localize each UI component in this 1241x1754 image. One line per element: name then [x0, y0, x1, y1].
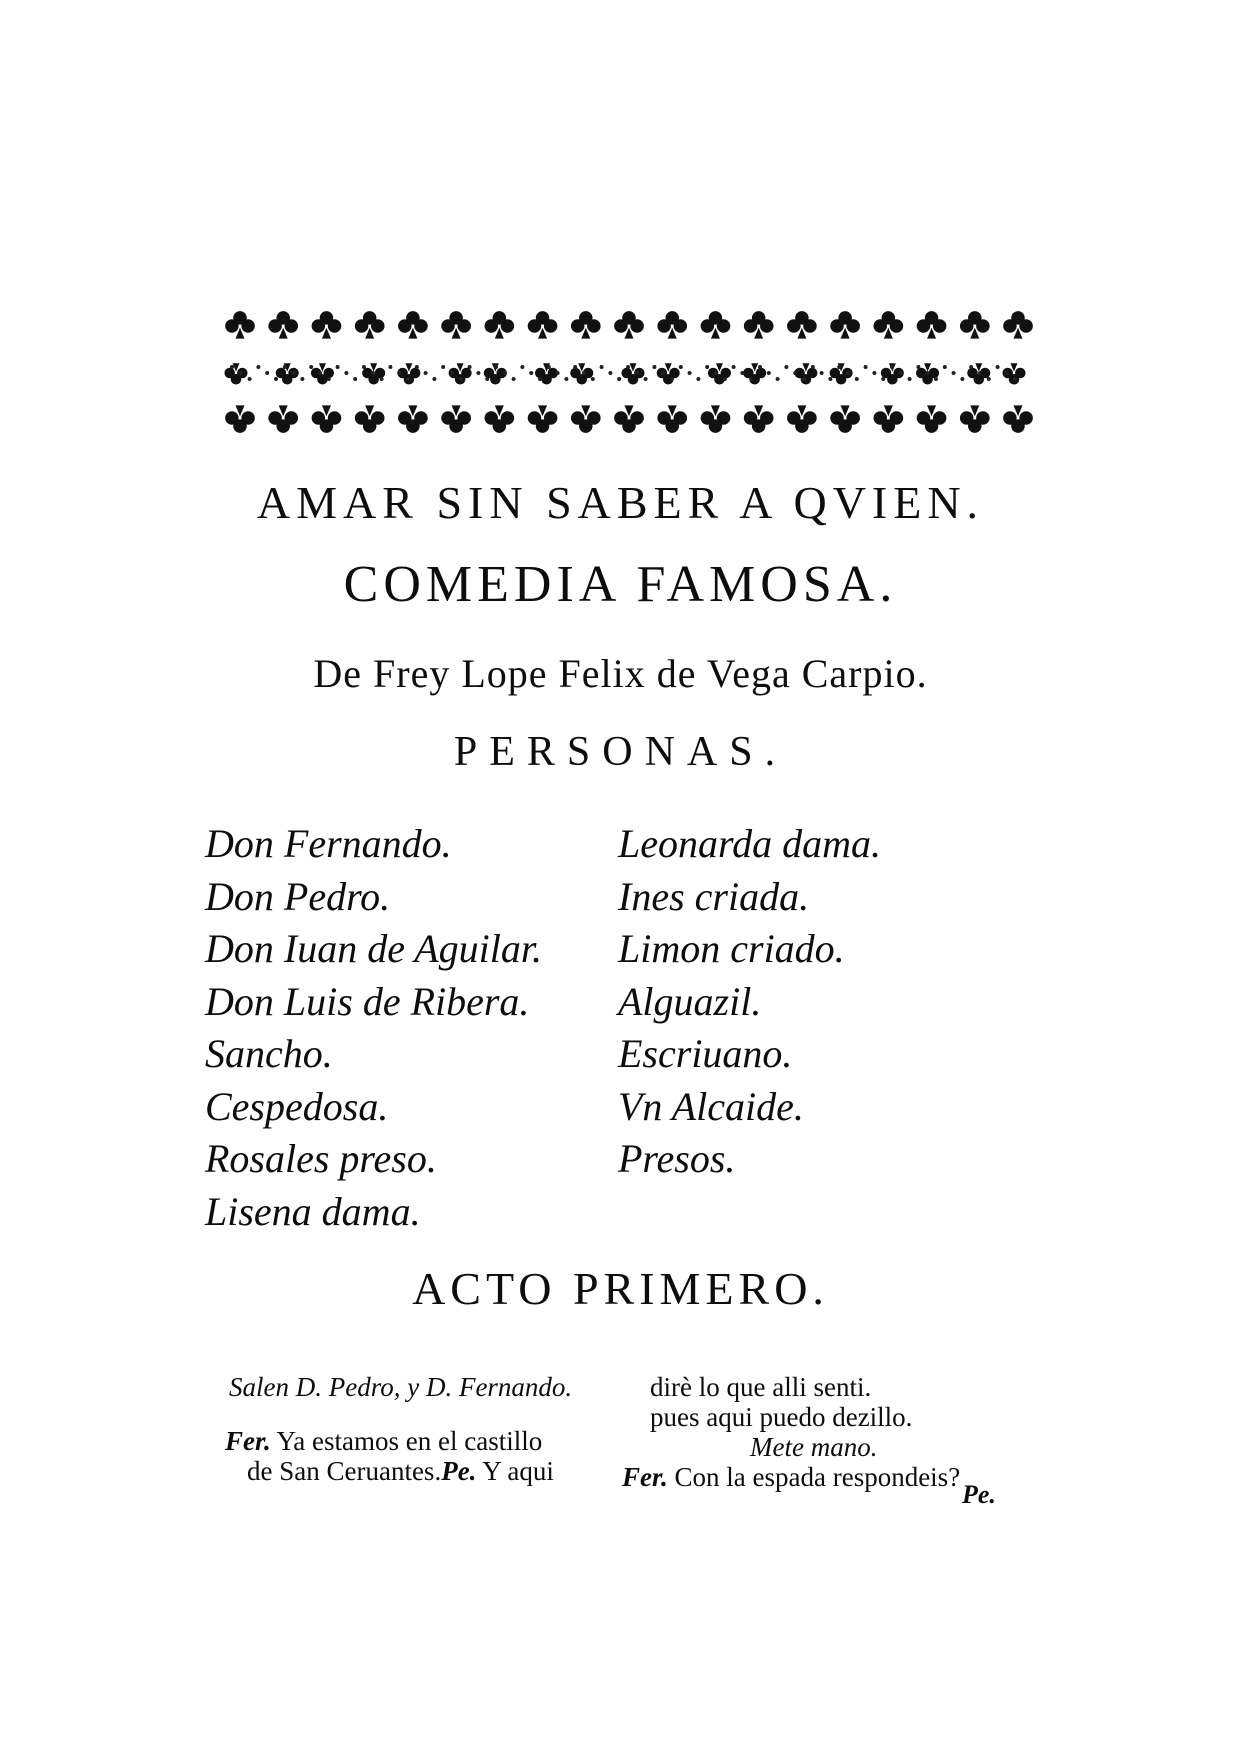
fleuron-glyph	[528, 311, 558, 338]
fleuron-glyph	[873, 405, 903, 432]
cast-list-left	[205, 818, 542, 1238]
cast-item: Vn Alcaide.	[618, 1083, 804, 1129]
ornament-dot	[538, 377, 542, 381]
ornament-dot	[591, 377, 595, 381]
fleuron-glyph	[225, 405, 255, 432]
ornament-dot	[292, 371, 296, 375]
ornament-dot	[371, 371, 375, 375]
fleuron-glyph	[830, 405, 860, 432]
fleuron-glyph	[960, 311, 990, 338]
ornament-dot	[802, 377, 806, 381]
cast-item: Cespedosa.	[205, 1083, 389, 1129]
ornament-dot	[503, 371, 507, 375]
cast-item: Don Pedro.	[205, 873, 391, 919]
ornament-dot	[688, 371, 692, 375]
ornament-dot	[547, 365, 551, 369]
ornament-dot	[934, 377, 938, 381]
author-line: De Frey Lope Felix de Vega Carpio.	[313, 651, 928, 696]
fleuron-glyph	[535, 363, 558, 384]
ornament-dot	[582, 371, 586, 375]
catchword: Pe.	[962, 1480, 996, 1509]
cast-item: Lisena dama.	[205, 1188, 421, 1234]
ornament-dot	[485, 377, 489, 381]
fleuron-glyph	[355, 311, 385, 338]
ornament-dot	[468, 365, 472, 369]
fleuron-glyph	[441, 405, 471, 432]
ornament-dot	[820, 371, 824, 375]
ornament-dot	[758, 365, 762, 369]
ornament-dot	[415, 365, 419, 369]
fleuron-glyph	[787, 311, 817, 338]
fleuron-glyph	[701, 311, 731, 338]
ornament-dot	[652, 365, 656, 369]
ornament-dot	[344, 371, 348, 375]
ornament-dot	[476, 371, 480, 375]
fleuron-glyph	[571, 311, 601, 338]
verse-text: Ya estamos en el castillo	[276, 1426, 543, 1456]
play-subtitle: COMEDIA FAMOSA.	[343, 556, 898, 613]
ornament-dot	[855, 377, 859, 381]
ornament-dot	[881, 377, 885, 381]
ornament-dot	[925, 371, 929, 375]
cast-item: Rosales preso.	[205, 1136, 437, 1181]
ornament-dot	[626, 365, 630, 369]
ornament-dot	[864, 365, 868, 369]
ornament-dot	[397, 371, 401, 375]
ornament-dot	[723, 377, 727, 381]
ornament-dot	[1004, 371, 1008, 375]
ornament-dot	[899, 371, 903, 375]
fleuron-glyph	[528, 405, 558, 432]
ornament-dot	[996, 365, 1000, 369]
ornament-dot	[556, 371, 560, 375]
ornament-dot	[776, 377, 780, 381]
fleuron-glyph	[441, 311, 471, 338]
fleuron-glyph	[743, 363, 766, 384]
ornament-dot	[600, 365, 604, 369]
cast-item: Presos.	[618, 1136, 736, 1181]
ornament-dot	[230, 365, 234, 369]
ornament-dot	[837, 365, 841, 369]
ornament-dot	[960, 377, 964, 381]
fleuron-glyph	[657, 363, 680, 384]
speaker-label: Pe.	[441, 1456, 477, 1486]
ornament-dot	[978, 371, 982, 375]
ornament-dot	[908, 377, 912, 381]
ornament-dot	[1013, 377, 1017, 381]
ornament-dot	[512, 377, 516, 381]
cast-item: Limon criado.	[618, 926, 845, 971]
ornament-dot	[916, 365, 920, 369]
cast-item: Alguazil.	[618, 978, 762, 1024]
ornament-dot	[969, 365, 973, 369]
personas-heading: PERSONAS.	[453, 729, 788, 775]
fleuron-ornament-band	[222, 298, 1036, 448]
fleuron-glyph	[268, 311, 298, 338]
ornament-dot	[248, 377, 252, 381]
ornament-dot	[336, 365, 340, 369]
verse-line: pues aqui puedo dezillo.	[650, 1402, 913, 1432]
act-heading: ACTO PRIMERO.	[412, 1263, 829, 1314]
fleuron-glyph	[398, 405, 428, 432]
fleuron-glyph	[917, 311, 947, 338]
ornament-dot	[380, 377, 384, 381]
speaker-label: Fer.	[622, 1462, 668, 1492]
fleuron-glyph	[1003, 405, 1033, 432]
ornament-dot	[644, 377, 648, 381]
fleuron-glyph	[355, 405, 385, 432]
fleuron-glyph	[312, 311, 342, 338]
ornament-dot	[732, 365, 736, 369]
cast-item: Ines criada.	[618, 873, 810, 919]
fleuron-glyph	[268, 405, 298, 432]
fleuron-glyph	[224, 363, 247, 384]
ornament-dot	[573, 365, 577, 369]
ornament-dot	[283, 365, 287, 369]
fleuron-glyph	[484, 405, 514, 432]
fleuron-glyph	[657, 311, 687, 338]
fleuron-glyph	[960, 405, 990, 432]
ornament-dot	[661, 371, 665, 375]
verse-text: Con la espada respondeis?	[674, 1462, 961, 1492]
fleuron-glyph	[744, 311, 774, 338]
fleuron-glyph	[614, 311, 644, 338]
verse-text: de San Ceruantes.	[247, 1456, 442, 1486]
ornament-dot	[441, 365, 445, 369]
ornament-dot	[828, 377, 832, 381]
ornament-dot	[952, 371, 956, 375]
ornament-dot	[362, 365, 366, 369]
speaker-label: Fer.	[225, 1426, 271, 1456]
ornament-dot	[749, 377, 753, 381]
ornament-dot	[890, 365, 894, 369]
fleuron-glyph	[484, 311, 514, 338]
ornament-dot	[327, 377, 331, 381]
ornament-dot	[811, 365, 815, 369]
ornament-dot	[740, 371, 744, 375]
ornament-dot	[784, 365, 788, 369]
ornament-dot	[274, 377, 278, 381]
ornament-dot	[459, 377, 463, 381]
fleuron-glyph	[744, 405, 774, 432]
ornament-dot	[520, 365, 524, 369]
ornament-dot	[617, 377, 621, 381]
ornament-dot	[432, 377, 436, 381]
ornament-dot	[300, 377, 304, 381]
fleuron-glyph	[701, 405, 731, 432]
verse-line	[225, 1456, 572, 1486]
ornament-dot	[529, 371, 533, 375]
ornament-dot	[608, 371, 612, 375]
cast-item: Escriuano.	[618, 1031, 793, 1076]
ornament-dot	[256, 365, 260, 369]
fleuron-glyph	[311, 363, 334, 384]
fleuron-glyph	[917, 405, 947, 432]
play-title: AMAR SIN SABER A QVIEN.	[256, 477, 985, 528]
ornament-dot	[388, 365, 392, 369]
ornament-dot	[309, 365, 313, 369]
ornament-dot	[943, 365, 947, 369]
fleuron-glyph	[571, 405, 601, 432]
ornament-dot	[670, 377, 674, 381]
cast-item: Sancho.	[205, 1031, 333, 1076]
cast-item: Don Fernando.	[205, 821, 452, 866]
fleuron-glyph	[873, 311, 903, 338]
verse-line: dirè lo que alli senti.	[650, 1372, 872, 1402]
ornament-dot	[265, 371, 269, 375]
ornament-dot	[705, 365, 709, 369]
stage-direction: Salen D. Pedro, y D. Fernando.	[229, 1372, 573, 1402]
fleuron-glyph	[614, 405, 644, 432]
ornament-dot	[714, 371, 718, 375]
verse-line	[622, 1462, 960, 1492]
ornament-dot	[318, 371, 322, 375]
ornament-dot	[846, 371, 850, 375]
fleuron-glyph	[1003, 311, 1033, 338]
ornament-dot	[239, 371, 243, 375]
fleuron-glyph	[312, 405, 342, 432]
ornament-dot	[793, 371, 797, 375]
cast-list-right	[618, 818, 881, 1186]
fleuron-glyph	[657, 405, 687, 432]
ornament-dot	[987, 377, 991, 381]
stage-direction: Mete mano.	[750, 1432, 878, 1462]
ornament-dot	[635, 371, 639, 375]
cast-item: Don Luis de Ribera.	[205, 978, 530, 1024]
cast-item: Don Iuan de Aguilar.	[205, 926, 543, 971]
verse-text: Y aqui	[482, 1456, 554, 1486]
fleuron-glyph	[787, 405, 817, 432]
ornament-dot	[406, 377, 410, 381]
cast-item: Leonarda dama.	[618, 821, 881, 866]
ornament-dot	[872, 371, 876, 375]
ornament-dot	[564, 377, 568, 381]
fleuron-icon	[222, 298, 1036, 448]
ornament-dot	[353, 377, 357, 381]
verse-line	[225, 1426, 572, 1456]
ornament-dot	[679, 365, 683, 369]
ornament-dot	[450, 371, 454, 375]
ornament-dot	[767, 371, 771, 375]
ornament-dot	[494, 365, 498, 369]
fleuron-glyph	[225, 311, 255, 338]
verse-column-left	[225, 1372, 572, 1486]
verse-column-right	[622, 1372, 960, 1492]
ornament-dot	[424, 371, 428, 375]
fleuron-glyph	[621, 363, 644, 384]
fleuron-glyph	[830, 311, 860, 338]
fleuron-glyph	[708, 363, 731, 384]
ornament-dot	[696, 377, 700, 381]
fleuron-glyph	[398, 311, 428, 338]
